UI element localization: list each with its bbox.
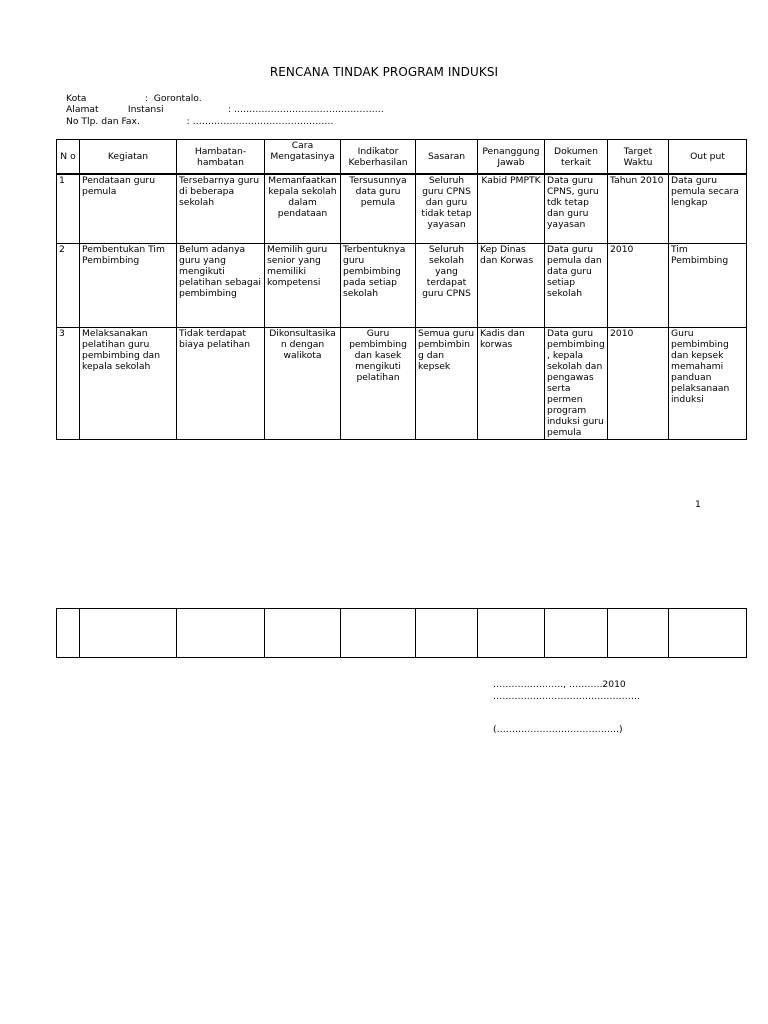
- cell-dokumen: Data guru pembimbing, kepala sekolah dan pengawas serta permen program induksi guru pemula: [545, 327, 608, 439]
- empty-cell: [265, 609, 341, 658]
- cell-target: 2010: [608, 327, 669, 439]
- cell-cara: Dikonsultasikan dengan walikota: [265, 327, 341, 439]
- header-sasaran: Sasaran: [416, 140, 478, 175]
- table-row: [57, 327, 747, 439]
- header-dokumen: Dokumen terkait: [545, 140, 608, 175]
- meta-telp: No Tlp. dan Fax. : ……………………………………….: [66, 116, 334, 127]
- cell-indikator: Guru pembimbing dan kasek mengikuti pelatihan: [341, 327, 416, 439]
- signature-dots-line: …………………………………………: [493, 691, 640, 702]
- cell-kegiatan: Pendataan guru pemula: [80, 174, 177, 243]
- empty-cell: [478, 609, 545, 658]
- cell-no: 1: [57, 174, 80, 243]
- cell-dokumen: Data guru CPNS, guru tdk tetap dan guru yayasan: [545, 174, 608, 243]
- cell-indikator: Tersusunnya data guru pemula: [341, 174, 416, 243]
- empty-table-row: [56, 608, 747, 658]
- empty-cell: [57, 609, 80, 658]
- header-output: Out put: [669, 140, 747, 175]
- empty-cell: [416, 609, 478, 658]
- empty-cell: [545, 609, 608, 658]
- empty-cell: [608, 609, 669, 658]
- cell-penanggung-jawab: Kadis dan korwas: [478, 327, 545, 439]
- signature-date-line: ………………….., ………..2010: [493, 679, 626, 690]
- action-plan-table: [56, 139, 747, 440]
- header-indikator: Indikator Keberhasilan: [341, 140, 416, 175]
- cell-cara: Memanfaatkan kepala sekolah dalam pendataan: [265, 174, 341, 243]
- meta-alamat: Alamat Instansi : ………………………………………….: [66, 104, 384, 115]
- cell-penanggung-jawab: Kep Dinas dan Korwas: [478, 243, 545, 327]
- cell-sasaran: Semua guru pembimbing dan kepsek: [416, 327, 478, 439]
- cell-penanggung-jawab: Kabid PMPTK: [478, 174, 545, 243]
- header-target: Target Waktu: [608, 140, 669, 175]
- cell-hambatan: Tersebarnya guru di beberapa sekolah: [177, 174, 265, 243]
- page-number: 1: [695, 499, 701, 510]
- cell-output: Tim Pembimbing: [669, 243, 747, 327]
- cell-sasaran: Seluruh sekolah yang terdapat guru CPNS: [416, 243, 478, 327]
- signature-name-line: (………………………………….): [493, 724, 623, 735]
- empty-cell: [80, 609, 177, 658]
- cell-output: Data guru pemula secara lengkap: [669, 174, 747, 243]
- table-row: [57, 609, 747, 658]
- header-kegiatan: Kegiatan: [80, 140, 177, 175]
- empty-cell: [177, 609, 265, 658]
- cell-output: Guru pembimbing dan kepsek memahami panduan pelaksanaan induksi: [669, 327, 747, 439]
- cell-no: 3: [57, 327, 80, 439]
- cell-target: 2010: [608, 243, 669, 327]
- header-hambatan: Hambatan-hambatan: [177, 140, 265, 175]
- cell-dokumen: Data guru pemula dan data guru setiap sekolah: [545, 243, 608, 327]
- empty-cell: [341, 609, 416, 658]
- header-cara: Cara Mengatasinya: [265, 140, 341, 175]
- document-title: RENCANA TINDAK PROGRAM INDUKSI: [269, 65, 499, 79]
- cell-no: 2: [57, 243, 80, 327]
- table-row: [57, 243, 747, 327]
- cell-cara: Memilih guru senior yang memiliki kompetensi: [265, 243, 341, 327]
- empty-cell: [669, 609, 747, 658]
- cell-sasaran: Seluruh guru CPNS dan guru tidak tetap yayasan: [416, 174, 478, 243]
- header-no: N o: [57, 140, 80, 175]
- table-header-row: [57, 140, 747, 175]
- cell-kegiatan: Melaksanakan pelatihan guru pembimbing dan kepala sekolah: [80, 327, 177, 439]
- header-penanggung-jawab: Penanggung Jawab: [478, 140, 545, 175]
- table-row: [57, 174, 747, 243]
- cell-kegiatan: Pembentukan Tim Pembimbing: [80, 243, 177, 327]
- cell-hambatan: Tidak terdapat biaya pelatihan: [177, 327, 265, 439]
- cell-indikator: Terbentuknya guru pembimbing pada setiap sekolah: [341, 243, 416, 327]
- cell-target: Tahun 2010: [608, 174, 669, 243]
- meta-kota: Kota : Gorontalo.: [66, 93, 202, 104]
- cell-hambatan: Belum adanya guru yang mengikuti pelatihan sebagai pembimbing: [177, 243, 265, 327]
